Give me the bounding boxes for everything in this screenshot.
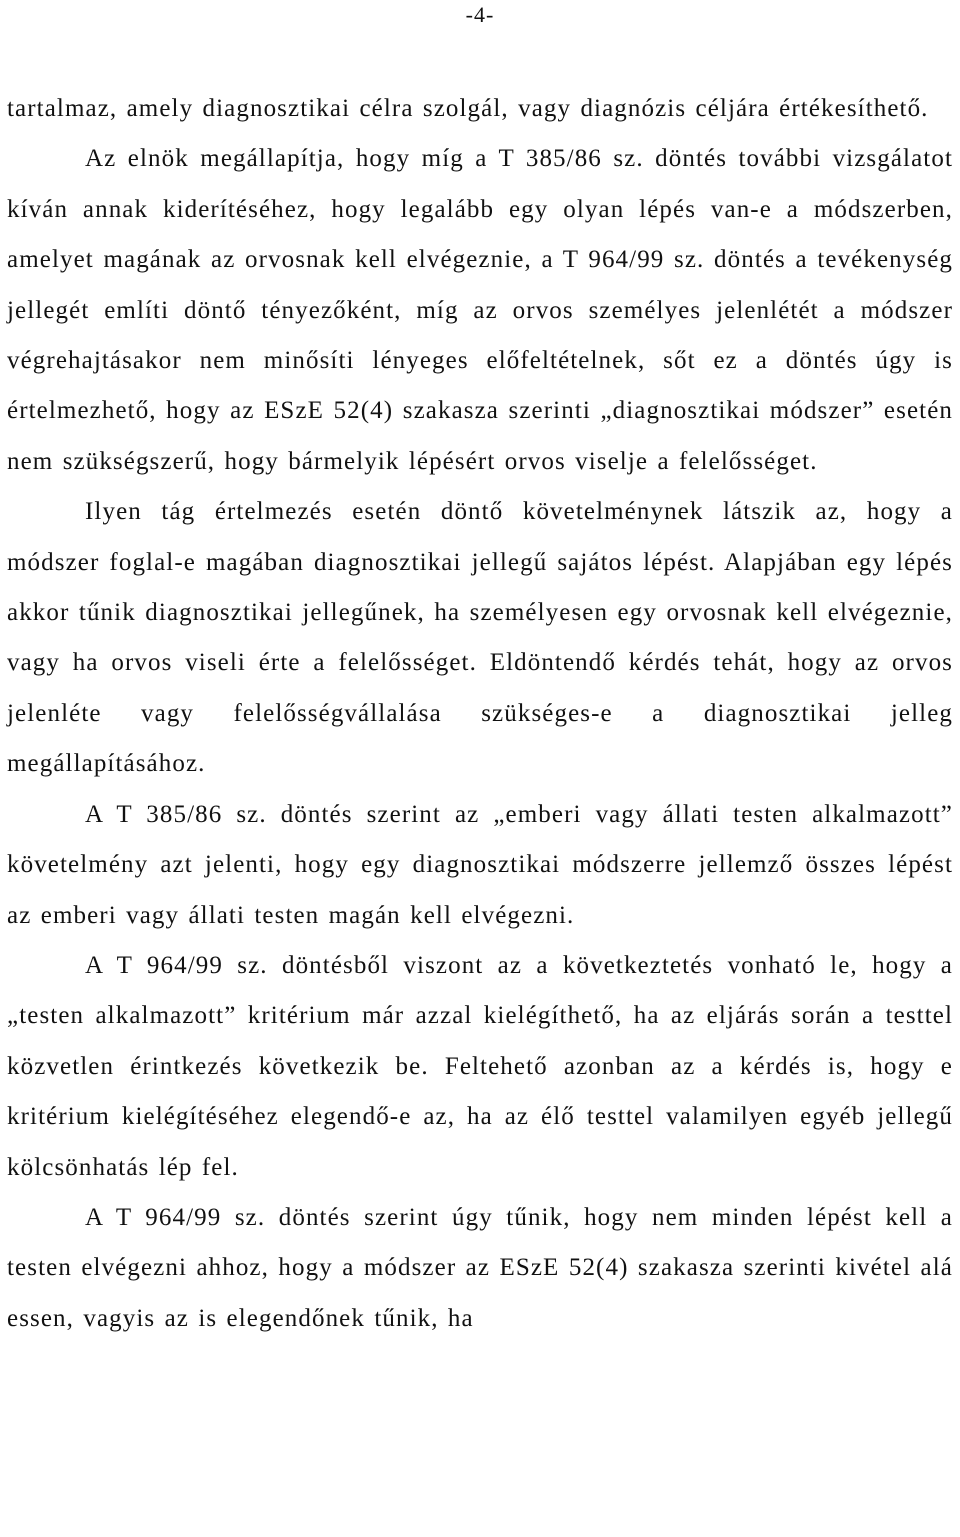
paragraph-6: A T 964/99 sz. döntés szerint úgy tűnik, hogy nem minden lépést kell a testen elvégezni ahhoz, hogy a módszer az ESzE 52(4) szakasza szerinti kivétel alá essen, vagyis az is elegendőnek tűnik, ha <box>7 1203 953 1332</box>
paragraph-3: Ilyen tág értelmezés esetén döntő követelménynek látszik az, hogy a módszer foglal-e magában diagnosztikai jellegű sajátos lépést. Alapjában egy lépés akkor tűnik diagnosztikai jellegűnek, ha személyesen egy orvosnak kell elvégeznie, vagy ha orvos viseli érte a felelősséget. Eldöntendő kérdés tehát, hogy az orvos jelenléte vagy felelősségvállalása szükséges-e a diagnosztikai jelleg megállapításához. <box>7 498 953 778</box>
page-number: -4- <box>465 2 495 27</box>
document-body <box>7 84 953 1344</box>
paragraph-1: tartalmaz, amely diagnosztikai célra szolgál, vagy diagnózis céljára értékesíthető. <box>7 95 929 122</box>
paragraph-2: Az elnök megállapítja, hogy míg a T 385/86 sz. döntés további vizsgálatot kíván annak kiderítéséhez, hogy legalább egy olyan lépés van-e a módszerben, amelyet magának az orvosnak kell elvégeznie, a T 964/99 sz. döntés a tevékenység jellegét említi döntő tényezőként, míg az orvos személyes jelenlétét a módszer végrehajtásakor nem minősíti lényeges előfeltételnek, sőt ez a döntés úgy is értelmezhető, hogy az ESzE 52(4) szakasza szerinti „diagnosztikai módszer” esetén nem szükségszerű, hogy bármelyik lépésért orvos viselje a felelősséget. <box>7 145 953 475</box>
paragraph-5: A T 964/99 sz. döntésből viszont az a következtetés vonható le, hogy a „testen alkalmazott” kritérium már azzal kielégíthető, ha az eljárás során a testtel közvetlen érintkezés következik be. Feltehető azonban az a kérdés is, hogy e kritérium kielégítéséhez elegendő-e az, ha az élő testtel valamilyen egyéb jellegű kölcsönhatás lép fel. <box>7 951 953 1181</box>
paragraph-4: A T 385/86 sz. döntés szerint az „emberi vagy állati testen alkalmazott” követelmény azt jelenti, hogy egy diagnosztikai módszerre jellemző összes lépést az emberi vagy állati testen magán kell elvégezni. <box>7 800 953 929</box>
